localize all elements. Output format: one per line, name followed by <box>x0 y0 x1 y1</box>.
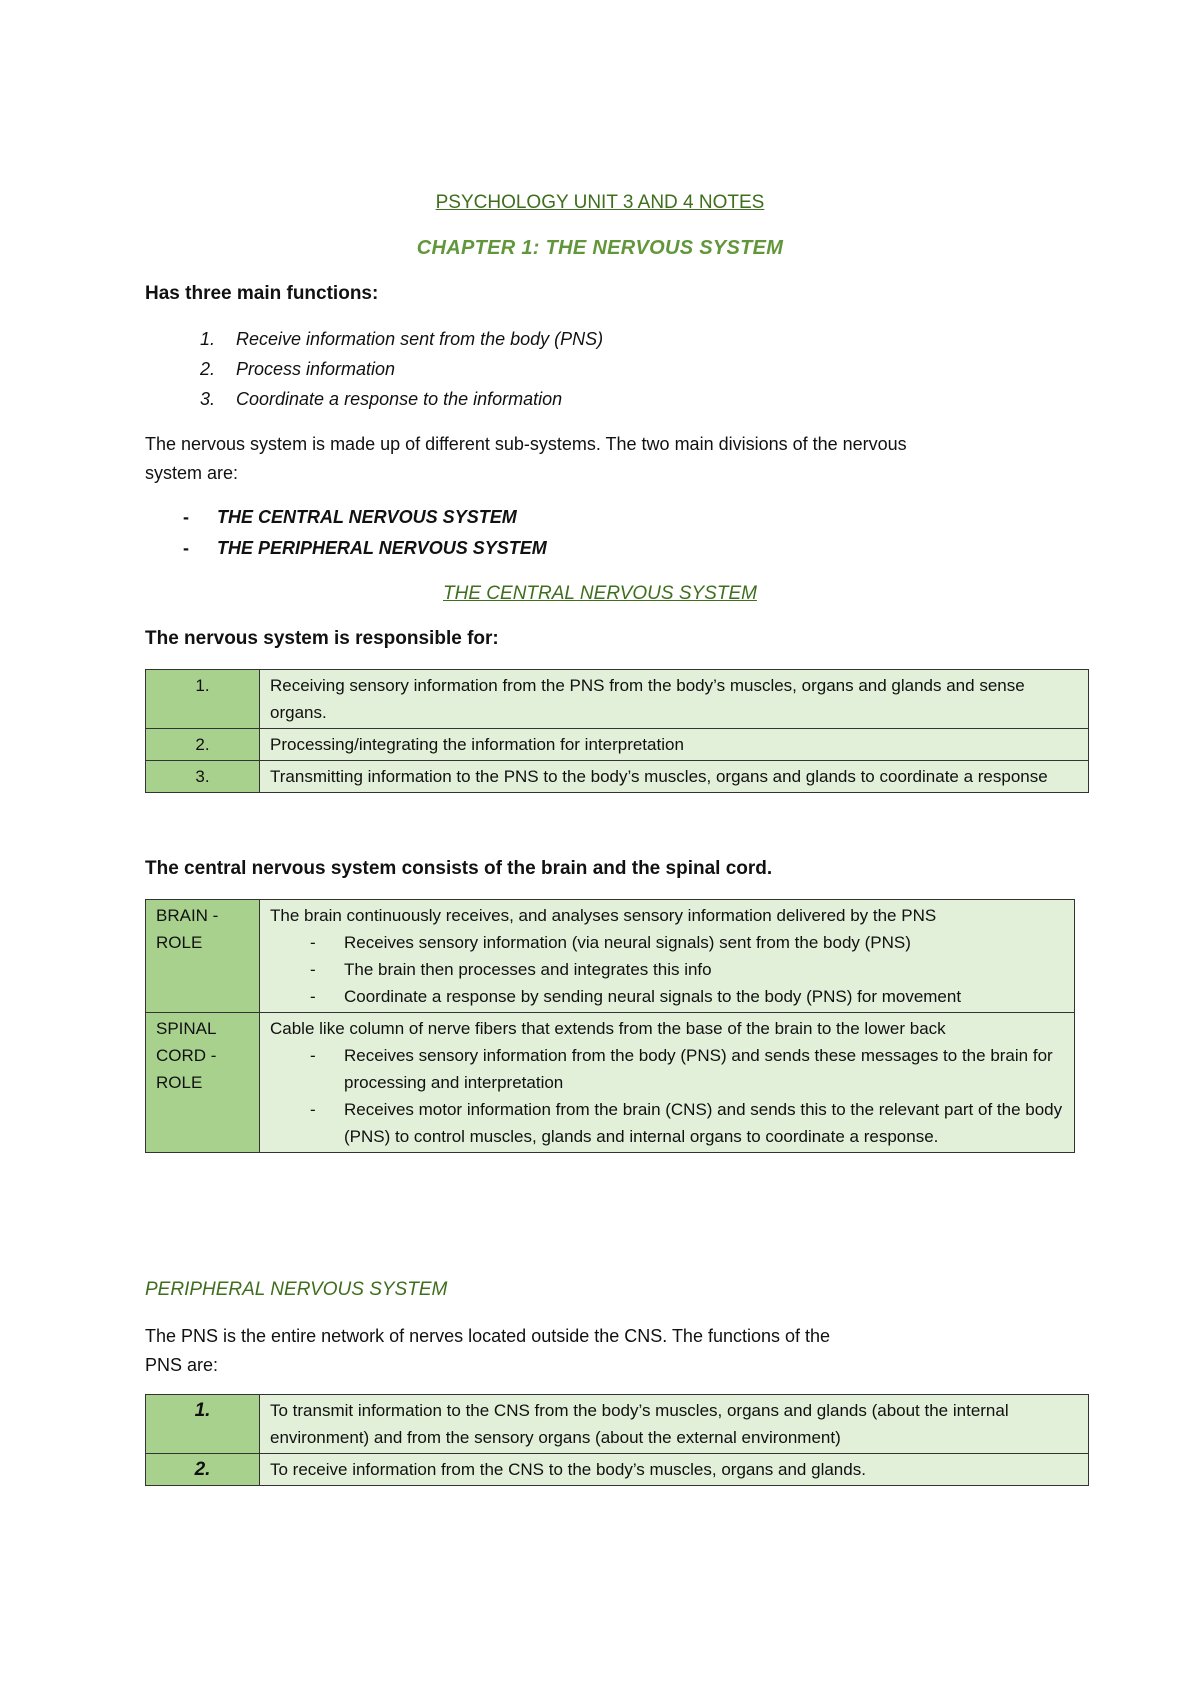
spinal-cord-role-label: SPINAL CORD - ROLE <box>146 1013 260 1153</box>
divisions-list <box>183 502 547 564</box>
row-text: To transmit information to the CNS from the body’s muscles, organs and glands (about the internal environment) and from the sensory organs (about the external environment) <box>260 1395 1089 1454</box>
row-text: To receive information from the CNS to the body’s muscles, organs and glands. <box>260 1454 1089 1486</box>
brain-role-description: The brain continuously receives, and analyses sensory information delivered by the PNS - Receives sensory information (via neural signals) sent from the body (PNS) - The brain then processes and integrates this info - Coordinate a response by sending neural signals to the body (PNS) for movement <box>260 900 1075 1013</box>
row-text: Transmitting information to the PNS to the body’s muscles, organs and glands to coordinate a response <box>260 761 1089 793</box>
table-row <box>146 1454 1089 1486</box>
list-item: 1. Receive information sent from the body (PNS) <box>200 329 604 349</box>
list-item: - The brain then processes and integrates this info <box>310 960 712 979</box>
row-text: Receiving sensory information from the PNS from the body’s muscles, organs and glands and sense organs. <box>260 670 1089 729</box>
list-item: - Coordinate a response by sending neural signals to the body (PNS) for movement <box>310 987 962 1006</box>
responsibilities-table <box>145 669 1089 793</box>
row-number: 1. <box>146 1395 260 1454</box>
functions-list <box>200 324 603 414</box>
brain-role-label: BRAIN - ROLE <box>146 900 260 1013</box>
row-text: Processing/integrating the information for interpretation <box>260 729 1089 761</box>
table-row <box>146 1013 1075 1153</box>
responsible-heading: The nervous system is responsible for: <box>145 628 499 649</box>
table-row <box>146 729 1089 761</box>
list-item: 3. Coordinate a response to the information <box>200 389 563 409</box>
row-number: 1. <box>146 670 260 729</box>
table-row <box>146 1395 1089 1454</box>
row-number: 3. <box>146 761 260 793</box>
list-item: - THE PERIPHERAL NERVOUS SYSTEM <box>183 538 547 558</box>
document-title: PSYCHOLOGY UNIT 3 AND 4 NOTES <box>435 192 765 213</box>
intro-paragraph: The nervous system is made up of different sub-systems. The two main divisions of the nervous system are: <box>145 434 907 483</box>
list-item: - THE CENTRAL NERVOUS SYSTEM <box>183 507 517 527</box>
consists-heading: The central nervous system consists of the brain and the spinal cord. <box>145 858 773 879</box>
spinal-cord-role-description: Cable like column of nerve fibers that extends from the base of the brain to the lower back - Receives sensory information from the body (PNS) and sends these messages to the brain for processing and interpretation - Receives motor information from the brain (CNS) and sends this to the relevant part of the body (PNS) to control muscles, glands and internal organs to coordinate a response. <box>260 1013 1075 1153</box>
row-number: 2. <box>146 729 260 761</box>
pns-heading: PERIPHERAL NERVOUS SYSTEM <box>145 1279 448 1300</box>
table-row <box>146 761 1089 793</box>
list-item: - Receives motor information from the brain (CNS) and sends this to the relevant part of the body (PNS) to control muscles, glands and internal organs to coordinate a response. <box>310 1100 1063 1146</box>
list-item: 2. Process information <box>200 359 396 379</box>
cns-heading: THE CENTRAL NERVOUS SYSTEM <box>443 583 757 604</box>
table-row <box>146 670 1089 729</box>
list-item: - Receives sensory information from the body (PNS) and sends these messages to the brain for processing and interpretation <box>310 1046 1053 1092</box>
row-number: 2. <box>146 1454 260 1486</box>
list-item: - Receives sensory information (via neural signals) sent from the body (PNS) <box>310 933 911 952</box>
chapter-title: CHAPTER 1: THE NERVOUS SYSTEM <box>416 237 784 259</box>
pns-functions-table <box>145 1394 1089 1486</box>
table-row <box>146 900 1075 1013</box>
pns-intro-paragraph: The PNS is the entire network of nerves located outside the CNS. The functions of the PNS are: <box>145 1326 831 1375</box>
functions-heading: Has three main functions: <box>145 283 379 304</box>
cns-parts-table <box>145 899 1075 1153</box>
